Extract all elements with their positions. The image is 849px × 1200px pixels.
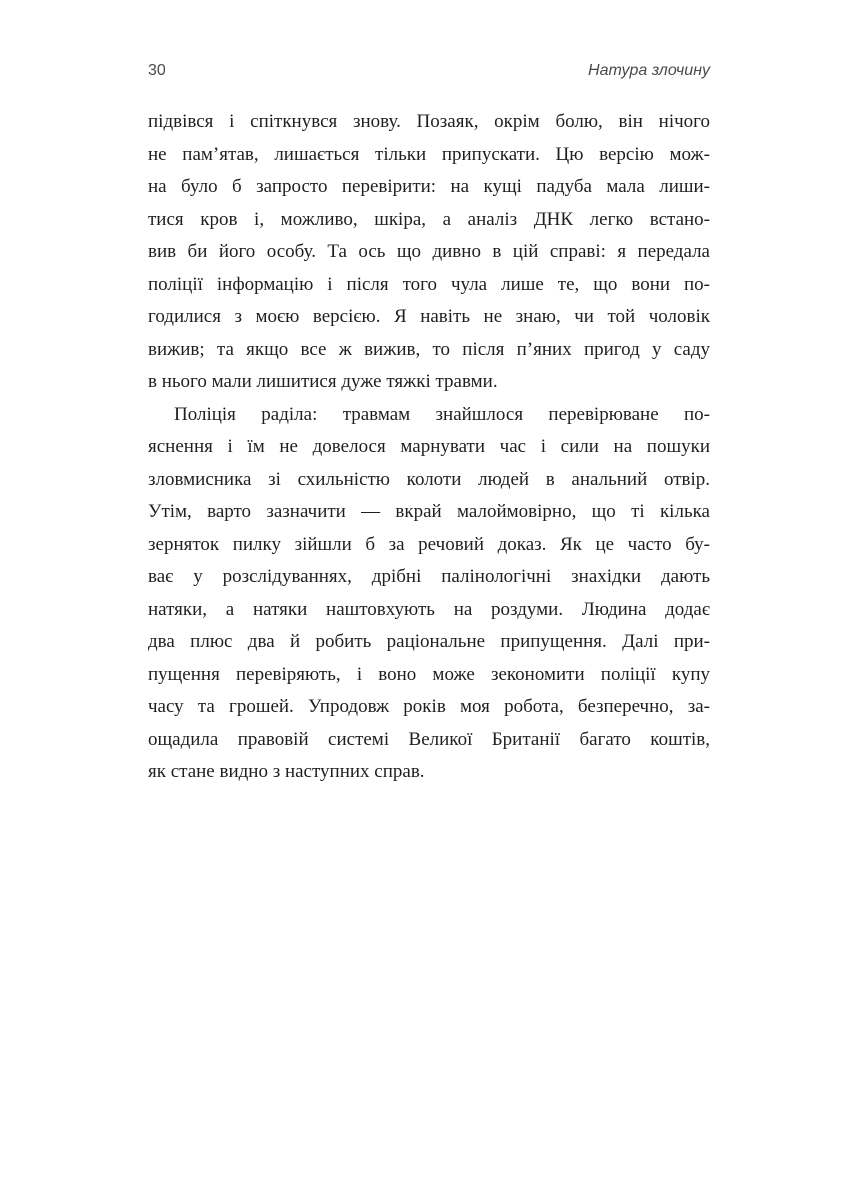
running-header [148,62,710,86]
text-line: два плюс два й робить раціональне припущення. Далі при- [148,631,710,652]
text-line: тися кров і, можливо, шкіра, а аналіз ДНК легко встано- [148,208,710,230]
text-line: в нього мали лишитися дуже тяжкі травми. [148,371,498,392]
text-line: годилися з моєю версією. Я навіть не знаю, чи той чоловік [148,306,710,327]
text-line: підвівся і спіткнувся знову. Позаяк, окрім болю, він нічого [148,111,710,132]
text-line: зерняток пилку зійшли б за речовий доказ. Як це часто бу- [148,533,710,555]
text-line: на було б запросто перевірити: на кущі падуба мала лиши- [148,176,710,197]
text-line: яснення і їм не довелося марнувати час і сили на пошуки [148,436,710,457]
text-line: як стане видно з наступних справ. [148,761,425,782]
text-line: ває у розслідуваннях, дрібні палінологічні знахідки дають [148,566,710,587]
text-line: вив би його особу. Та ось що дивно в цій справі: я передала [148,241,710,262]
page-number: 30 [148,62,166,79]
running-title: Натура злочину [588,62,710,79]
paragraph [148,399,710,789]
paragraph [148,106,710,399]
text-line: зловмисника зі схильністю колоти людей в анальний отвір. [148,468,710,490]
text-line: пущення перевіряють, і воно може зекономити поліції купу [148,663,710,685]
text-line: не пам’ятав, лишається тільки припускати. Цю версію мож- [148,143,710,165]
text-line: поліції інформацію і після того чула лише те, що вони по- [148,273,710,295]
text-line: ощадила правовій системі Великої Британії багато коштів, [148,728,710,750]
text-line: Утім, варто зазначити — вкрай малоймовірно, що ті кілька [148,501,710,522]
text-line: натяки, а натяки наштовхують на роздуми. Людина додає [148,598,710,620]
body-text [148,106,710,789]
text-line: часу та грошей. Упродовж років моя робота, безперечно, за- [148,696,710,717]
text-line: вижив; та якщо все ж вижив, то після п’яних пригод у саду [148,338,710,360]
text-line: Поліція раділа: травмам знайшлося перевірюване по- [174,403,710,425]
